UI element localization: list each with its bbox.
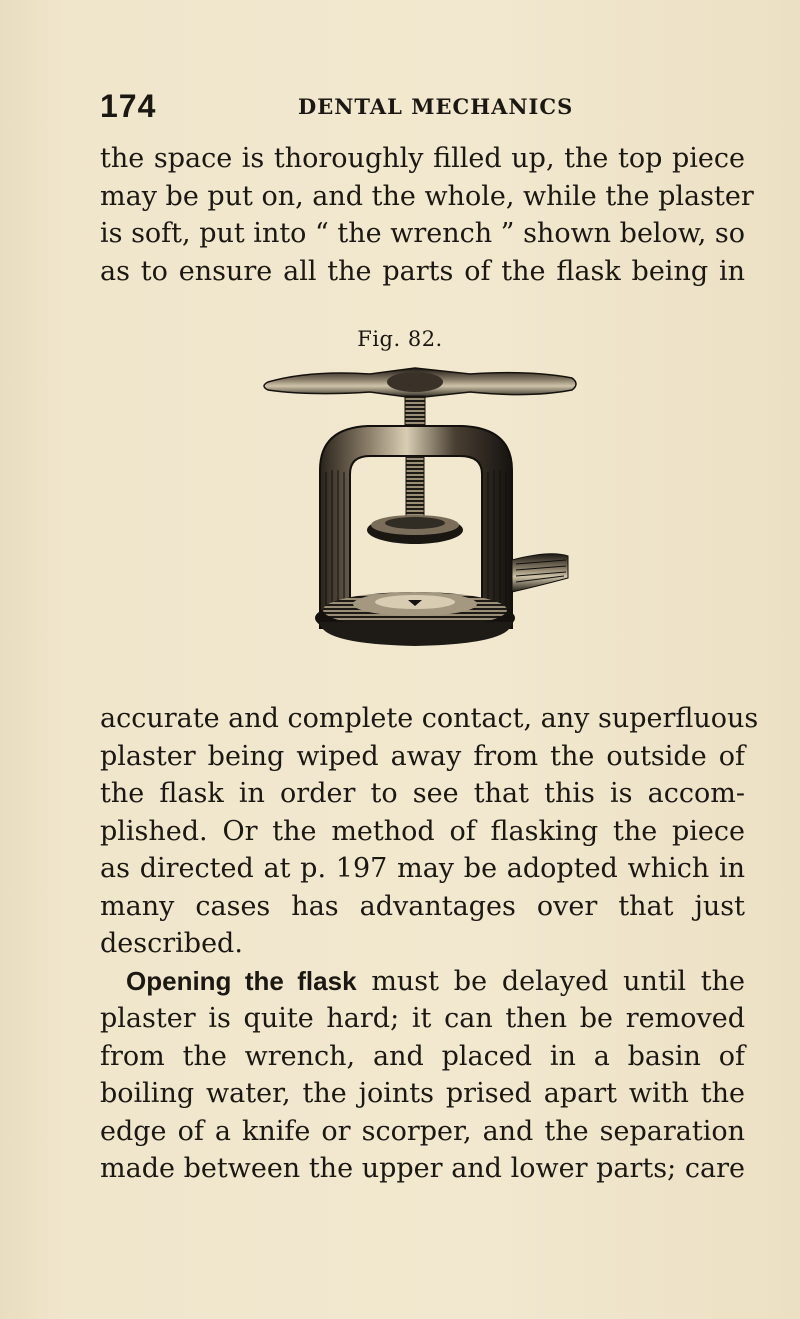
page-header [100, 88, 742, 128]
text-line: the space is thoroughly filled up, the top piece [100, 143, 745, 174]
top-paragraph [100, 140, 754, 290]
text-line: is soft, put into “ the wrench ” shown below, so [100, 218, 745, 249]
running-head: DENTAL MECHANICS [298, 94, 574, 119]
figure-caption: Fig. 82. [357, 327, 443, 351]
text-line: accurate and complete contact, any superfluous [100, 703, 759, 734]
bottom-paragraph [100, 700, 759, 1188]
paragraph-first-line-text: must be delayed until the [371, 965, 745, 997]
text-line: boiling water, the joints prised apart with the [100, 1078, 745, 1109]
text-line: from the wrench, and placed in a basin of [100, 1040, 745, 1072]
text-line: may be put on, and the whole, while the plaster [100, 180, 754, 212]
paragraph-heading: Opening the flask [126, 965, 357, 996]
text-line: described. [100, 928, 243, 959]
text-line: edge of a knife or scorper, and the separation [100, 1115, 745, 1147]
page-number: 174 [100, 88, 157, 124]
text-line: as directed at p. 197 may be adopted which in [100, 853, 745, 884]
flask-press-illustration [250, 360, 590, 660]
paragraph-first-line [100, 963, 745, 1001]
text-line: plaster being wiped away from the outside of [100, 740, 745, 772]
text-line: as to ensure all the parts of the flask being in [100, 255, 745, 287]
text-line: made between the upper and lower parts; care [100, 1153, 745, 1184]
text-line: the flask in order to see that this is accom- [100, 778, 745, 809]
text-line: plaster is quite hard; it can then be removed [100, 1003, 745, 1034]
text-line: plished. Or the method of flasking the piece [100, 815, 745, 847]
text-line: many cases has advantages over that just [100, 890, 745, 922]
